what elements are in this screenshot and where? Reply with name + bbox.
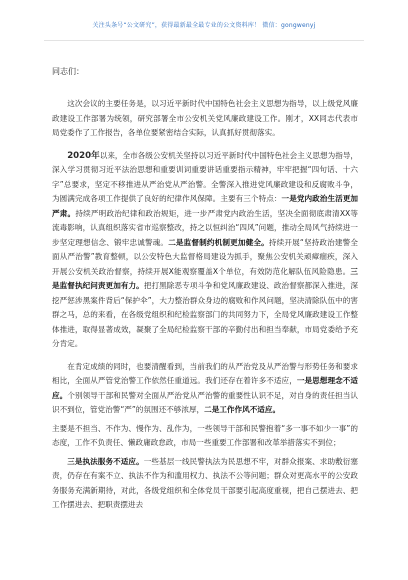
document-body: [52, 66, 358, 521]
text-segment: 以来，全市各级公安机关坚持以习近平新时代中国特色社会主义思想为指导，深入学习贯彻习近平法治思想和重要训词重要讲话重要指示精神，牢牢把握“四句话、十六字”总要求，坚定不移推进从严治党从严治警。全警深入推进党风廉政建设和反腐败斗争，为圆满完成各项工作提供了良好的纪律作风保障。主要有三个特点：: [52, 150, 359, 203]
text-segment: 个别领导干部和民警对全面从严治党从严治警的重要性认识不足，对自身的责任担当认识不到位，管党治警“严”的氛围还不够浓厚，: [52, 390, 359, 414]
paragraph-achievements: [52, 149, 358, 352]
salutation: 同志们：: [52, 67, 84, 76]
issue-two: 二是工作作风不适应。: [204, 405, 281, 414]
text-segment: 把打黑除恶专项斗争和党风廉政建设、政治督察都深入推进，深挖严惩涉黑案件背后“保护伞”，大力整治群众身边的腐败和作风问题，坚决清除队伍中的害群之马，总的来看，在各级党组织和纪检监察部门的共同努力下，全局党风廉政建设工作整体推进，取得显著成效，凝聚了全局纪检监察干部的辛勤付出和担当奉献，市局党委给予充分肯定。: [52, 281, 359, 348]
header-divider: [44, 40, 364, 41]
point-three: 三是监督执纪问责更加有力。: [52, 266, 358, 290]
year-lead: 2020年: [67, 150, 100, 161]
text-segment: 在肯定成绩的同时，也要清醒看到，当前我们的从严治党及从严治警与形势任务和要求相比，全面从严管党治警工作依然任重道远。我们还存在着许多不适应，: [52, 361, 358, 385]
text-segment: 一些基层一线民警执法为民思想不牢，对群众报案、求助敷衍塞责，仍存在有案不立、执法不作为和滥用权力、执法不公等问题；群众对更高水平的公安政务服务充满新期待，对此，各级党组织和全体党员干部要引起高度重视，把自己摆进去、把工作摆进去、把职责摆进去: [52, 456, 358, 509]
point-one: 一是党内政治生活更加严肃。: [52, 194, 359, 218]
promo-banner[interactable]: 关注头条号“公文研究”，获得最新最全最专业的公文资料库！ 微信：gongwenyj: [92, 22, 316, 29]
text-segment: 持续严明政治纪律和政治规矩，进一步严肃党内政治生活，坚决全面彻底肃清XX等流毒影响，认真组织落实省市巡察整改，持之以恒纠治“四风”问题，推动全局风气持续进一步坚定理想信念、锻牢忠诚警魂。: [52, 208, 359, 247]
text-segment: 持续开展“坚持政治建警全面从严治警”教育整顿，以公安特色大监督格局建设为抓手，聚焦公安机关顽瘴痼疾，深入开展公安机关政治督察，持续开展X能观察覆盖X个单位，有效防范化解队伍风险隐患。: [52, 237, 359, 276]
point-two: 二是监督制约机制更加健全。: [168, 237, 269, 247]
paragraph-law-enforcement: [52, 455, 358, 513]
paragraph-intro: 这次会议的主要任务是，以习近平新时代中国特色社会主义思想为指导，以上级党风廉政建设工作部署为统领，研究部署全市公安机关党风廉政建设工作。刚才，XX同志代表市局党委作了工作报告，各单位要紧密结合实际，认真抓好贯彻落实。: [52, 99, 358, 137]
issue-one: 一是思想理念不适应。: [52, 376, 358, 400]
paragraph-work-style: 主要是不担当、不作为、慢作为、乱作为，一些领导干部和民警抱着“多一事不如少一事”的态度，工作不负责任、懒政庸政怠政，市局一些重要工作部署和改革举措落实不到位；: [52, 423, 358, 447]
paragraph-shortcomings: [52, 360, 358, 418]
issue-three: 三是执法服务不适应。: [67, 456, 144, 466]
